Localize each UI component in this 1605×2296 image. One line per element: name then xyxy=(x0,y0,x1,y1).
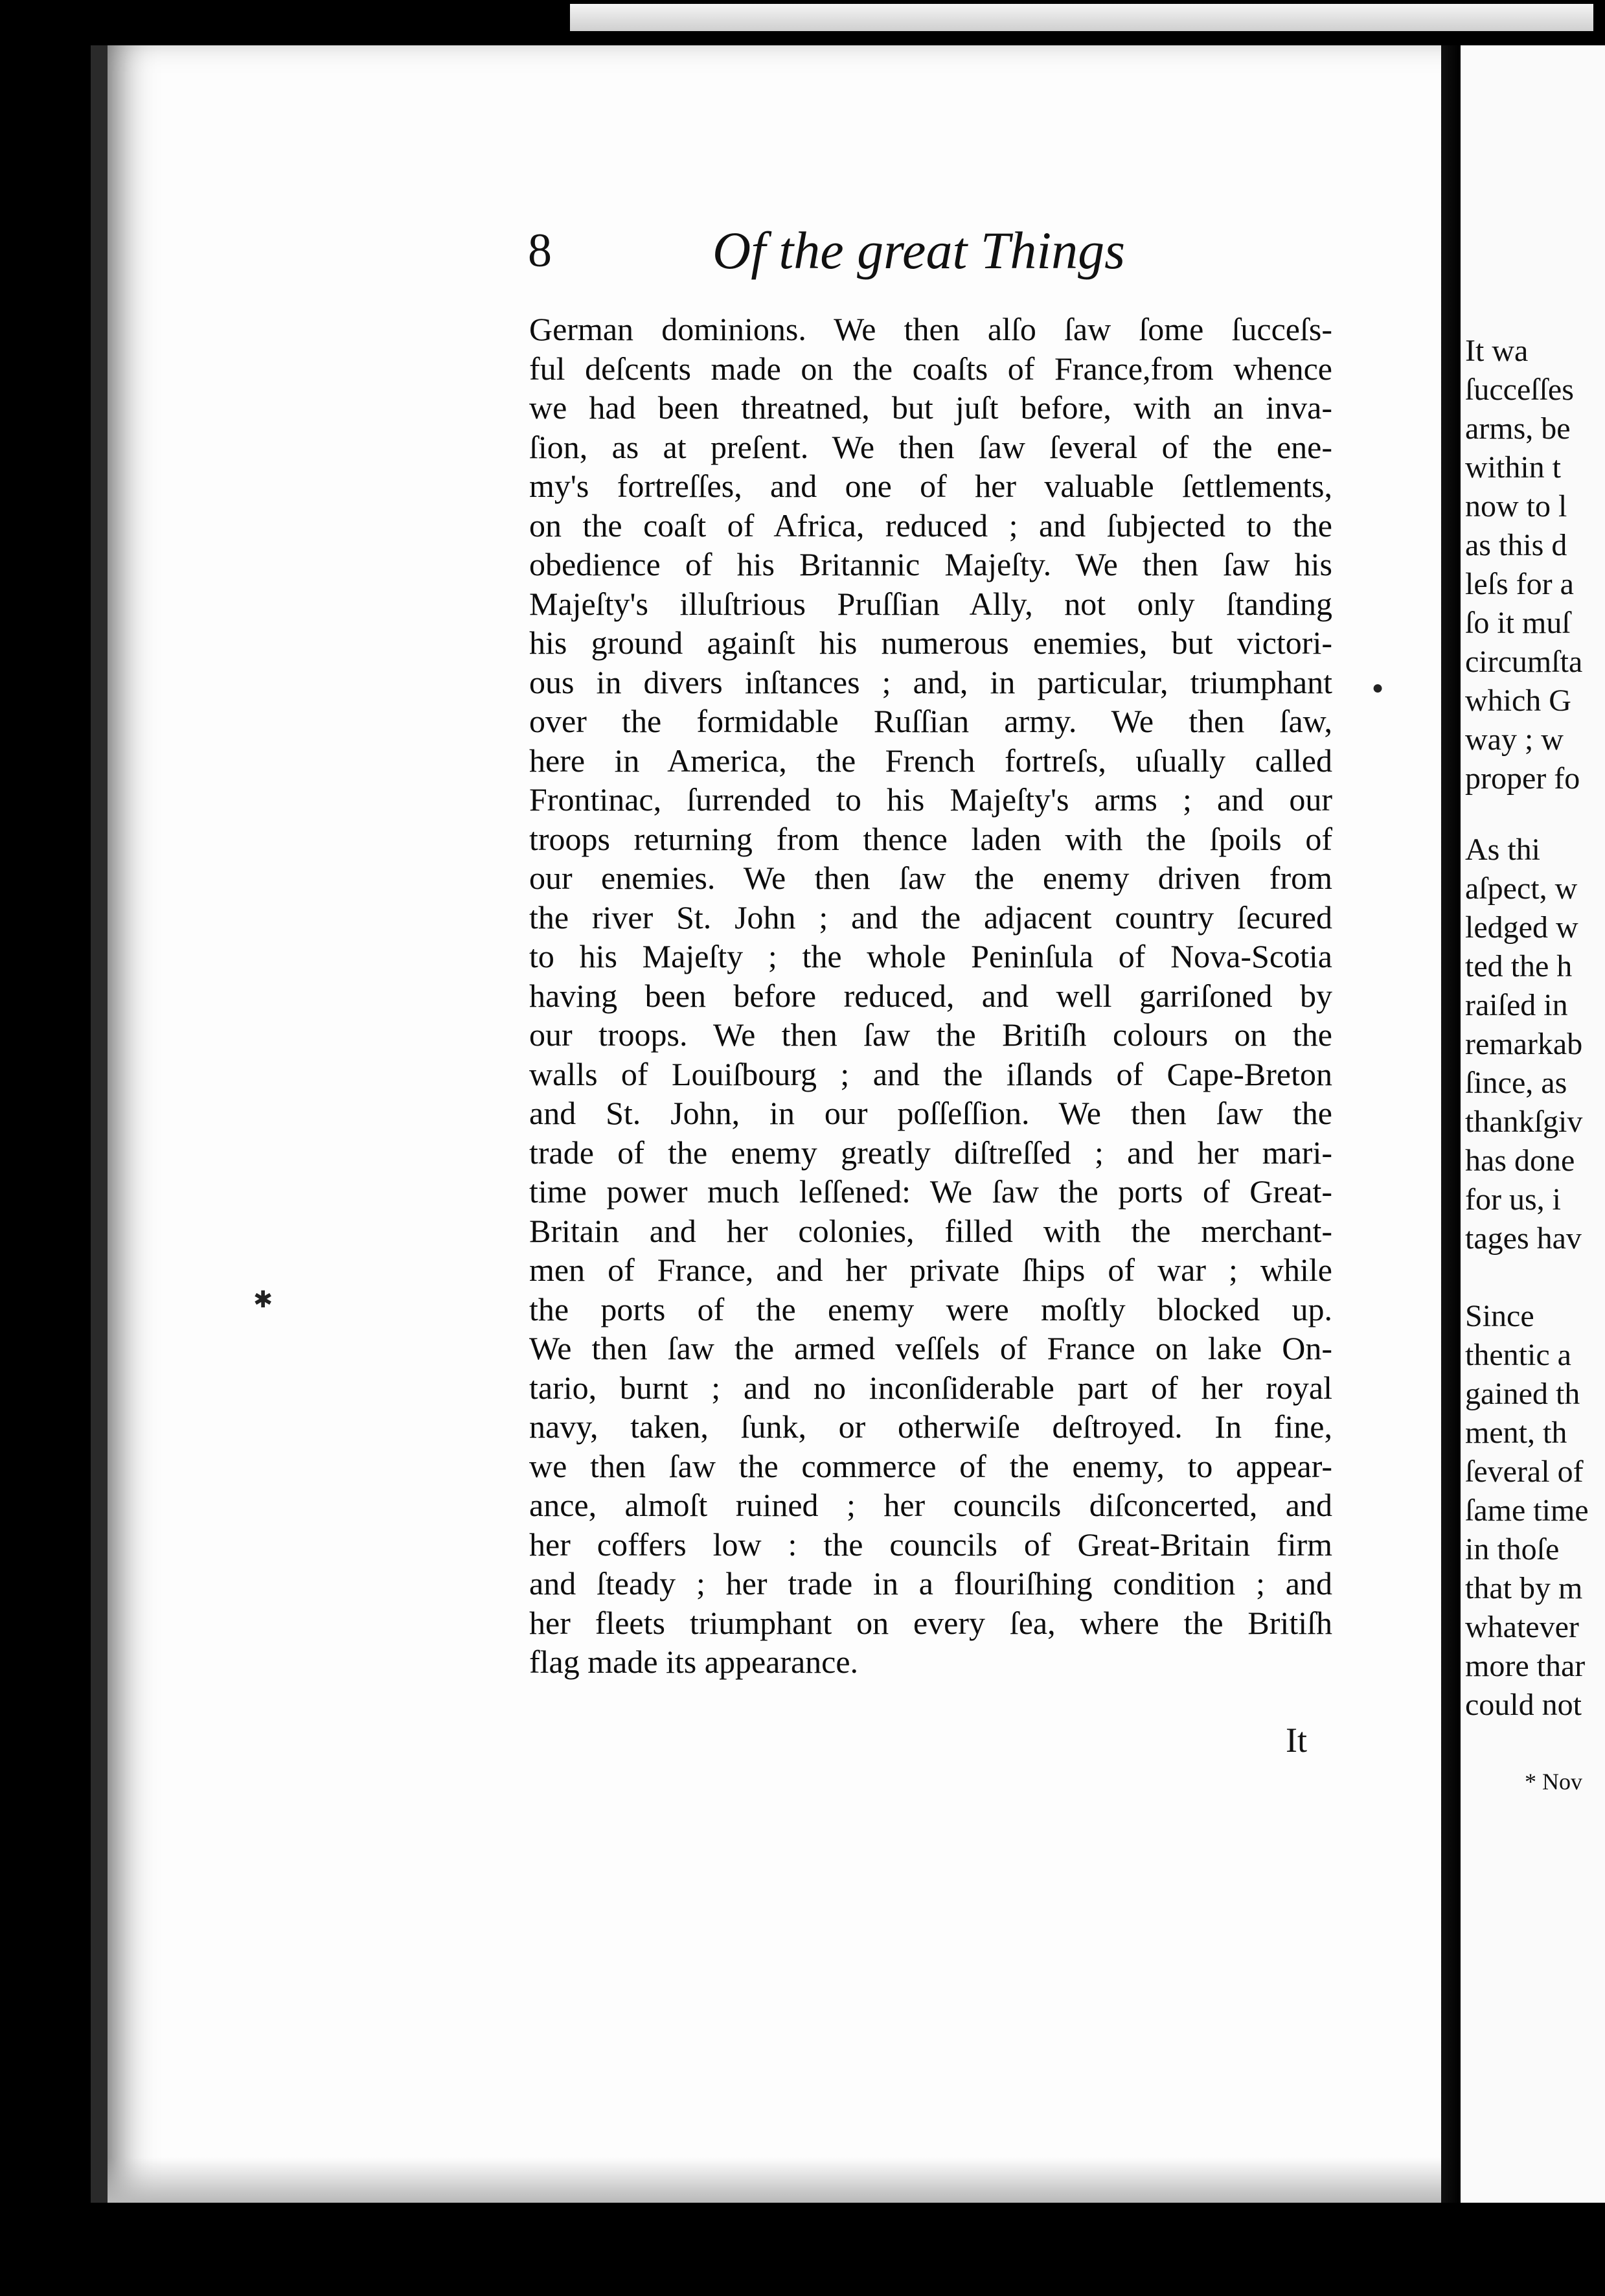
text-line: has done xyxy=(1465,1143,1575,1178)
text-line: way ; w xyxy=(1465,722,1564,757)
text-line: ledged w xyxy=(1465,910,1578,945)
text-line: It wa xyxy=(1465,334,1529,368)
text-line: tario, burnt ; and no inconſiderable part of her royal xyxy=(529,1369,1332,1406)
text-line: more thar xyxy=(1465,1649,1586,1683)
text-line: which G xyxy=(1465,683,1571,718)
text-line: my's fortreſſes, and one of her valuable ſettlements, xyxy=(529,468,1332,504)
text-line: aſpect, w xyxy=(1465,871,1578,906)
text-line: the ports of the enemy were moſtly blocked up. xyxy=(529,1291,1332,1327)
footnote-text: * Nov xyxy=(1525,1769,1582,1795)
text-line: we then ſaw the commerce of the enemy, to appear- xyxy=(529,1447,1332,1484)
text-line: ſion, as at preſent. We then ſaw ſeveral of the ene- xyxy=(529,428,1332,465)
text-line: to his Majeſty ; the whole Peninſula of Nova-Scotia xyxy=(529,938,1332,974)
text-line: now to l xyxy=(1465,489,1567,523)
text-line: raiſed in xyxy=(1465,988,1568,1022)
text-line: ful deſcents made on the coaſts of France,from whence xyxy=(529,350,1332,387)
text-line: ment, th xyxy=(1465,1416,1567,1450)
text-line: We then ſaw the armed veſſels of France on lake On- xyxy=(529,1330,1332,1366)
text-line: ſame time xyxy=(1465,1493,1589,1528)
text-line: circumſta xyxy=(1465,645,1583,679)
printer-mark: ● xyxy=(1372,677,1384,698)
text-line: Since xyxy=(1465,1299,1534,1333)
text-line: Britain and her colonies, filled with the merchant- xyxy=(529,1212,1332,1249)
text-line: her fleets triumphant on every ſea, where the Britiſh xyxy=(529,1604,1332,1641)
text-line: thentic a xyxy=(1465,1338,1571,1372)
text-line: on the coaſt of Africa, reduced ; and ſubjected to the xyxy=(529,507,1332,544)
text-line: ous in divers inſtances ; and, in particular, triumphant xyxy=(529,663,1332,700)
text-line: ſince, as xyxy=(1465,1066,1567,1100)
text-line: proper fo xyxy=(1465,761,1580,796)
text-line: in thoſe xyxy=(1465,1532,1560,1567)
text-line: within t xyxy=(1465,450,1562,485)
text-line: we had been threatned, but juſt before, with an inva- xyxy=(529,389,1332,426)
text-line: having been before reduced, and well garriſoned by xyxy=(529,977,1332,1014)
book-top-edge xyxy=(570,4,1593,31)
text-line: could not xyxy=(1465,1688,1582,1722)
text-line: ted the h xyxy=(1465,949,1573,983)
text-line: flag made its appearance. xyxy=(529,1644,859,1680)
text-line: his ground againſt his numerous enemies, but victori- xyxy=(529,625,1332,661)
text-line: ance, almoſt ruined ; her councils diſconcerted, and xyxy=(529,1487,1332,1523)
text-line: Majeſty's illuſtrious Pruſſian Ally, not only ſtanding xyxy=(529,585,1332,622)
text-line: walls of Louiſbourg ; and the iſlands of Cape-Breton xyxy=(529,1055,1332,1092)
text-line: trade of the enemy greatly diſtreſſed ; and her mari- xyxy=(529,1134,1332,1171)
text-line: men of France, and her private ſhips of war ; while xyxy=(529,1252,1332,1288)
text-line: obedience of his Britannic Majeſty. We then ſaw his xyxy=(529,546,1332,582)
text-line: ſucceſſes xyxy=(1465,373,1574,407)
body-text xyxy=(529,310,1332,1682)
text-line: her coffers low : the councils of Great-Britain firm xyxy=(529,1526,1332,1563)
text-line: troops returning from thence laden with the ſpoils of xyxy=(529,820,1332,857)
text-line: and ſteady ; her trade in a flouriſhing condition ; and xyxy=(529,1565,1332,1601)
text-line: Frontinac, ſurrended to his Majeſty's arms ; and our xyxy=(529,781,1332,818)
text-line: tages hav xyxy=(1465,1221,1582,1256)
text-line: German dominions. We then alſo ſaw ſome ſucceſs- xyxy=(529,311,1332,347)
text-line: thankſgiv xyxy=(1465,1105,1583,1139)
catchword: It xyxy=(1286,1721,1307,1760)
page-number: 8 xyxy=(528,224,552,277)
text-line: and St. John, in our poſſeſſion. We then ſaw the xyxy=(529,1095,1332,1131)
running-title: Of the great Things xyxy=(712,221,1126,280)
text-line: our enemies. We then ſaw the enemy driven from xyxy=(529,860,1332,896)
text-line: remarkab xyxy=(1465,1027,1583,1061)
text-line: our troops. We then ſaw the Britiſh colours on the xyxy=(529,1016,1332,1053)
text-line: as this d xyxy=(1465,528,1567,562)
text-line: the river St. John ; and the adjacent country ſecured xyxy=(529,899,1332,936)
text-line: gained th xyxy=(1465,1377,1580,1411)
text-line: time power much leſſened: We ſaw the ports of Great- xyxy=(529,1173,1332,1210)
text-line: arms, be xyxy=(1465,411,1571,446)
book-gutter xyxy=(1441,45,1461,2203)
text-line: over the formidable Ruſſian army. We then ſaw, xyxy=(529,703,1332,739)
text-line: As thi xyxy=(1465,832,1541,867)
text-line: that by m xyxy=(1465,1571,1583,1605)
printer-mark: ✱ xyxy=(253,1287,273,1313)
text-line: whatever xyxy=(1465,1610,1579,1644)
text-line: ſo it muſ xyxy=(1465,606,1571,640)
text-line: navy, taken, ſunk, or otherwiſe deſtroyed. In fine, xyxy=(529,1408,1332,1445)
text-line: here in America, the French fortreſs, uſually called xyxy=(529,742,1332,779)
text-line: leſs for a xyxy=(1465,567,1574,601)
text-line: for us, i xyxy=(1465,1182,1561,1217)
text-line: ſeveral of xyxy=(1465,1454,1584,1489)
